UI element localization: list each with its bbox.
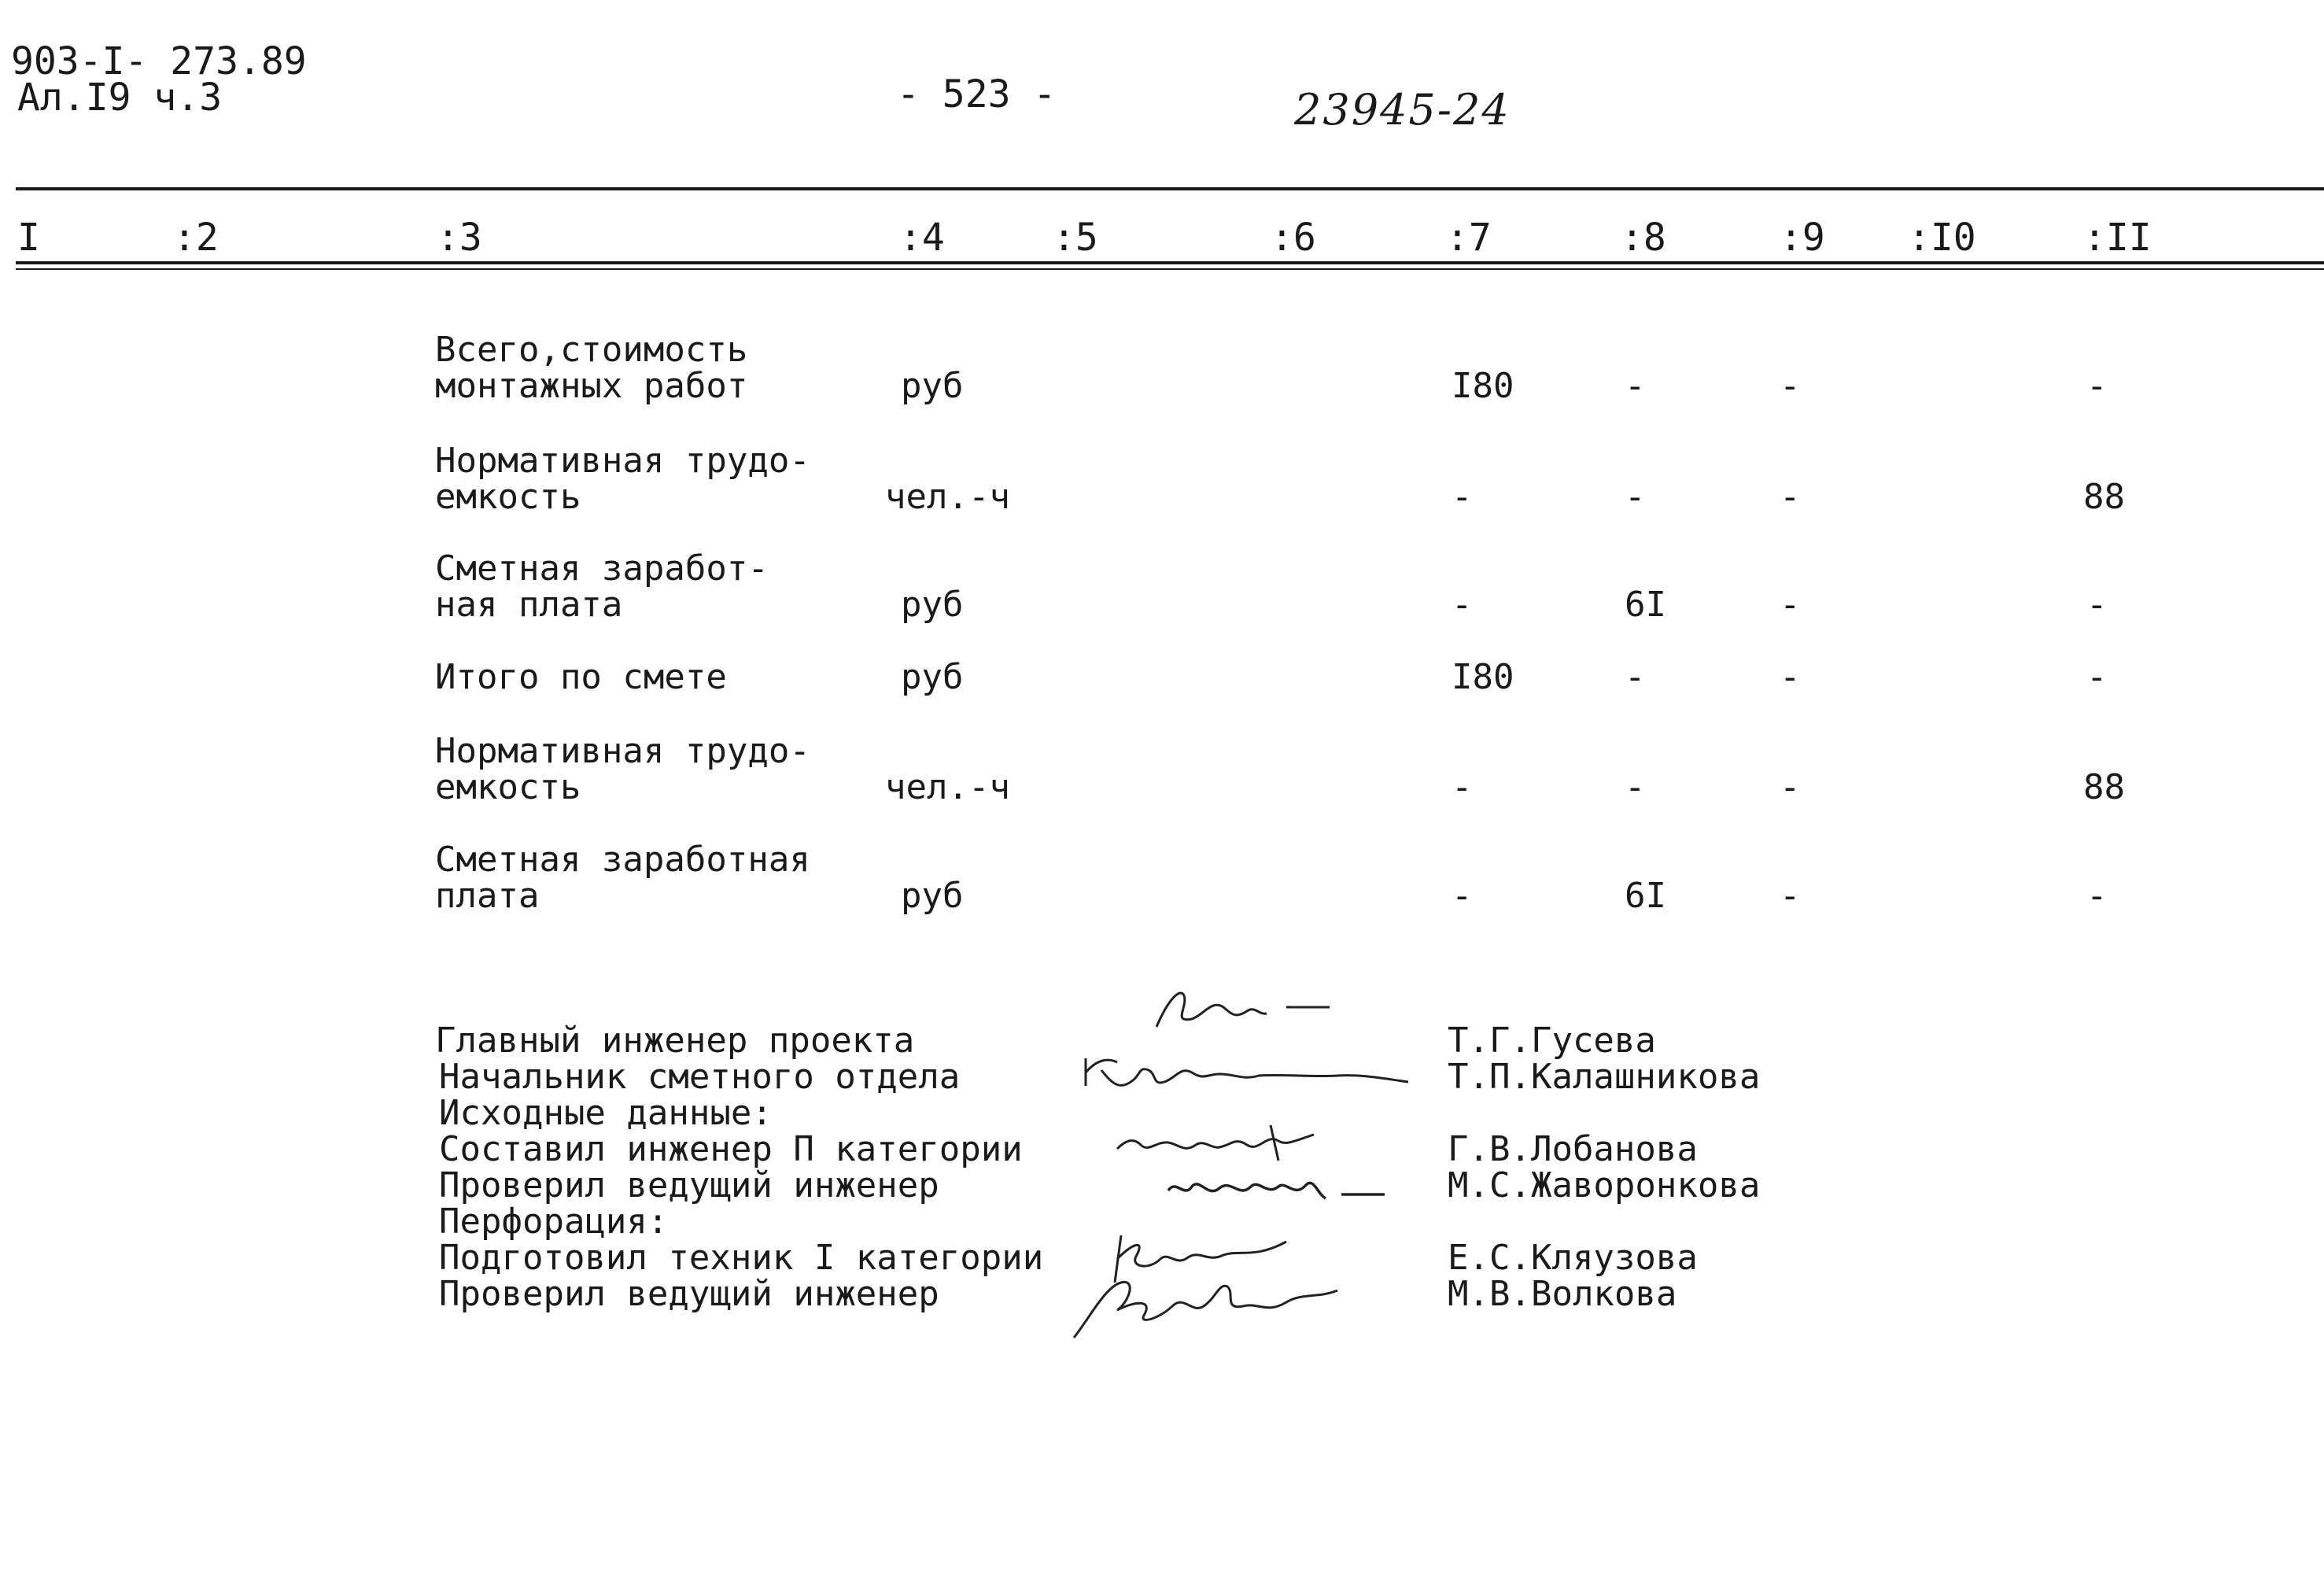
signature-role: Проверил ведущий инженер — [439, 1274, 939, 1314]
value-col7: - — [1452, 767, 1473, 807]
item-name-line1: Сметная заработная — [435, 840, 810, 880]
column-header-4: :4 — [899, 216, 945, 260]
value-col8: 6I — [1625, 585, 1666, 625]
value-col7: I80 — [1452, 657, 1514, 697]
top-rule — [16, 187, 2324, 190]
value-col11: - — [2086, 585, 2108, 625]
handwritten-signature-volkova — [1058, 1271, 1357, 1346]
item-unit: руб — [901, 585, 964, 625]
signature-person: Т.Г.Гусева — [1448, 1021, 1656, 1061]
handwritten-signature-kalashnikova — [1078, 1043, 1416, 1098]
signature-person: М.В.Волкова — [1448, 1274, 1677, 1314]
signature-role: Проверил ведущий инженер — [439, 1165, 939, 1205]
column-header-2: :2 — [173, 216, 219, 260]
item-unit: руб — [901, 876, 964, 916]
item-unit: руб — [901, 366, 964, 406]
value-col9: - — [1780, 657, 1801, 697]
handwritten-signature-lobanova — [1109, 1117, 1330, 1165]
signature-role: Подготовил техник I категории — [439, 1238, 1044, 1278]
signature-person: Е.С.Кляузова — [1448, 1238, 1698, 1278]
handwritten-signature-zhavoronkova — [1160, 1163, 1396, 1218]
item-name-line1: Нормативная трудо- — [435, 731, 810, 771]
item-name-line2: емкость — [435, 767, 581, 807]
column-header-11: :II — [2083, 216, 2152, 260]
item-name-line2: монтажных работ — [435, 366, 748, 406]
value-col8: 6I — [1625, 876, 1666, 916]
item-name-line1: Сметная заработ- — [435, 548, 769, 589]
column-header-10: :I0 — [1908, 216, 1976, 260]
value-col11: 88 — [2083, 477, 2125, 517]
column-header-8: :8 — [1621, 216, 1666, 260]
value-col8: - — [1625, 657, 1646, 697]
album-reference: Ал.I9 ч.3 — [17, 76, 223, 120]
header-bottom-rule — [16, 261, 2324, 264]
header-underline — [16, 268, 2324, 270]
column-header-6: :6 — [1271, 216, 1316, 260]
value-col11: - — [2086, 366, 2108, 406]
value-col8: - — [1625, 366, 1646, 406]
item-name-line2: емкость — [435, 477, 581, 517]
column-header-5: :5 — [1053, 216, 1098, 260]
item-name-line1: Всего,стоимость — [435, 330, 748, 370]
item-unit: чел.-ч — [885, 767, 1010, 807]
signature-role: Исходные данные: — [439, 1093, 773, 1133]
inventory-number: 23945-24 — [1294, 85, 1511, 135]
value-col11: 88 — [2083, 767, 2125, 807]
signature-role: Главный инженер проекта — [435, 1021, 915, 1061]
column-header-7: :7 — [1446, 216, 1492, 260]
value-col9: - — [1780, 876, 1801, 916]
handwritten-signature-gouseva — [1149, 984, 1353, 1039]
value-col7: I80 — [1452, 366, 1514, 406]
item-name-line2: плата — [435, 876, 540, 916]
value-col9: - — [1780, 477, 1801, 517]
signature-person: М.С.Жаворонкова — [1448, 1165, 1761, 1205]
value-col7: - — [1452, 585, 1473, 625]
signature-person: Г.В.Лобанова — [1448, 1129, 1698, 1169]
value-col7: - — [1452, 876, 1473, 916]
column-header-3: :3 — [437, 216, 482, 260]
item-unit: руб — [901, 657, 964, 697]
signature-role: Начальник сметного отдела — [439, 1057, 961, 1097]
value-col11: - — [2086, 657, 2108, 697]
item-name-line1: Итого по смете — [435, 657, 727, 697]
item-unit: чел.-ч — [885, 477, 1010, 517]
value-col8: - — [1625, 477, 1646, 517]
item-name-line2: ная плата — [435, 585, 623, 625]
page-number: - 523 - — [897, 72, 1057, 116]
value-col8: - — [1625, 767, 1646, 807]
value-col9: - — [1780, 767, 1801, 807]
signature-role: Перфорация: — [439, 1202, 669, 1242]
item-name-line1: Нормативная трудо- — [435, 441, 810, 481]
document-code: 903-I- 273.89 — [11, 39, 307, 83]
column-header-1: I — [17, 216, 40, 260]
value-col7: - — [1452, 477, 1473, 517]
value-col9: - — [1780, 585, 1801, 625]
signature-role: Составил инженер П категории — [439, 1129, 1023, 1169]
value-col9: - — [1780, 366, 1801, 406]
signature-person: Т.П.Калашникова — [1448, 1057, 1761, 1097]
column-header-9: :9 — [1780, 216, 1825, 260]
value-col11: - — [2086, 876, 2108, 916]
